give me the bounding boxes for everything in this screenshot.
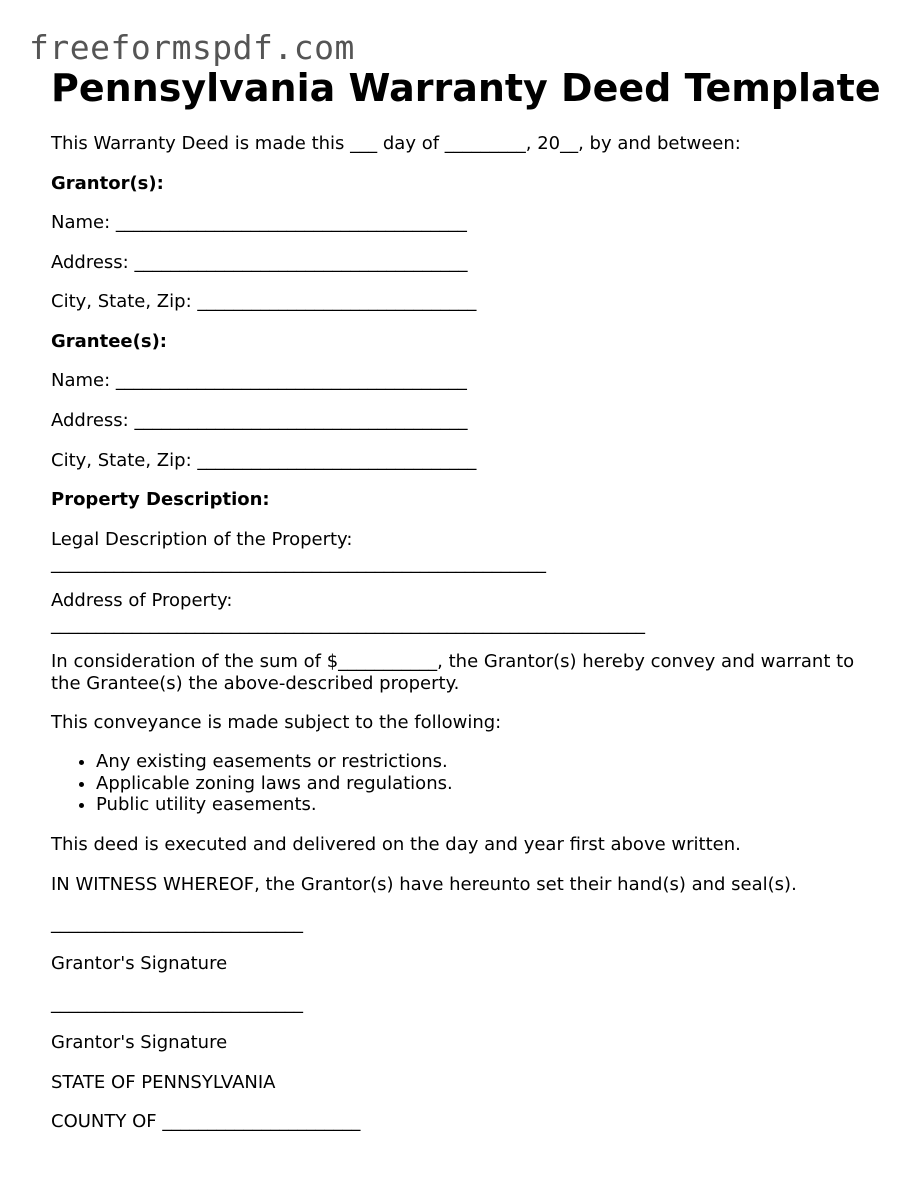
state-line: STATE OF PENNSYLVANIA bbox=[51, 1072, 276, 1093]
signature-line-2: ____________________________ bbox=[51, 993, 303, 1014]
page-title: Pennsylvania Warranty Deed Template bbox=[51, 66, 881, 110]
grantee-heading: Grantee(s): bbox=[51, 331, 167, 352]
list-item: • Any existing easements or restrictions. bbox=[96, 751, 453, 773]
county-line: COUNTY OF ______________________ bbox=[51, 1111, 361, 1132]
grantee-name-field: Name: _______________________________________ bbox=[51, 370, 467, 391]
legal-description-label: Legal Description of the Property: bbox=[51, 529, 353, 550]
list-item: • Public utility easements. bbox=[96, 794, 453, 816]
signature-line-1: ____________________________ bbox=[51, 913, 303, 934]
witness-statement: IN WITNESS WHEREOF, the Grantor(s) have hereunto set their hand(s) and seal(s). bbox=[51, 874, 797, 895]
grantor-name-field: Name: _______________________________________ bbox=[51, 212, 467, 233]
grantee-address-field: Address: _____________________________________ bbox=[51, 410, 468, 431]
legal-description-blank: _______________________________________________________ bbox=[51, 553, 546, 574]
grantor-city-field: City, State, Zip: _______________________________ bbox=[51, 291, 477, 312]
intro-text: This Warranty Deed is made this ___ day of _________, 20__, by and between: bbox=[51, 133, 741, 154]
list-item: • Applicable zoning laws and regulations. bbox=[96, 773, 453, 795]
consideration-paragraph: In consideration of the sum of $___________, the Grantor(s) hereby convey and warrant to the Grantee(s) the above-described property. bbox=[51, 651, 855, 694]
signature-label-2: Grantor's Signature bbox=[51, 1032, 228, 1053]
site-watermark: freeformspdf.com bbox=[29, 28, 355, 67]
property-address-label: Address of Property: bbox=[51, 590, 233, 611]
subject-intro: This conveyance is made subject to the following: bbox=[51, 712, 502, 733]
property-address-blank: __________________________________________________________________ bbox=[51, 614, 645, 635]
execution-statement: This deed is executed and delivered on the day and year first above written. bbox=[51, 834, 741, 855]
grantor-heading: Grantor(s): bbox=[51, 173, 164, 194]
signature-label-1: Grantor's Signature bbox=[51, 953, 228, 974]
grantor-address-field: Address: _____________________________________ bbox=[51, 252, 468, 273]
property-heading: Property Description: bbox=[51, 489, 270, 510]
conditions-list bbox=[51, 751, 453, 816]
grantee-city-field: City, State, Zip: _______________________________ bbox=[51, 450, 477, 471]
